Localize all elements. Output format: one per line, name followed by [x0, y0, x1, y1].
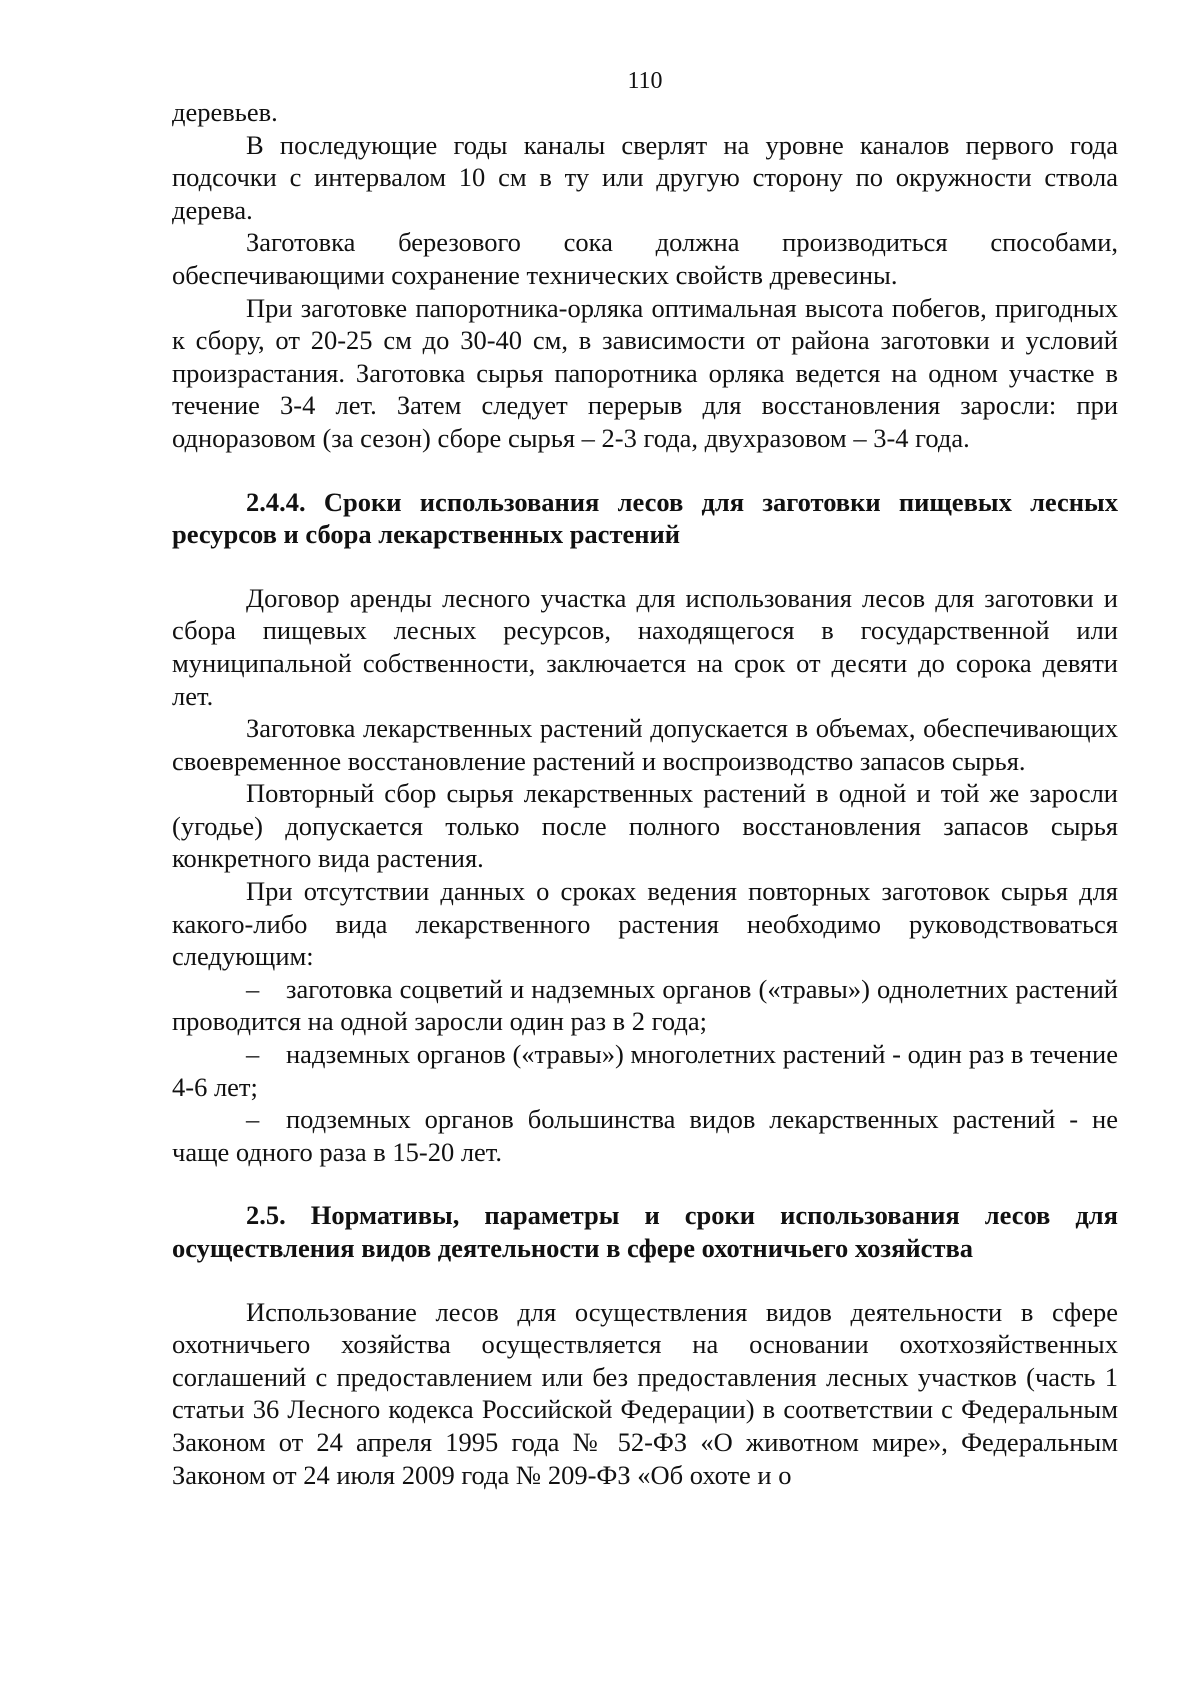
- list-item: [172, 1038, 1118, 1103]
- spacer: [172, 551, 1118, 582]
- list-item: [172, 1103, 1118, 1168]
- spacer: [172, 1265, 1118, 1296]
- dash-marker: –: [246, 973, 260, 1004]
- paragraph: В последующие годы каналы сверлят на уровне каналов первого года подсочки с интервалом 10 см в ту или другую сторону по окружности ствола дерева.: [172, 129, 1118, 225]
- list-item-text: надземных органов («травы») многолетних растений - один раз в течение 4-6 лет;: [172, 1039, 1118, 1102]
- spacer: [172, 455, 1118, 486]
- list-item-text: подземных органов большинства видов лекарственных растений - не чаще одного раза в 15-20 лет.: [172, 1104, 1118, 1167]
- spacer: [172, 1168, 1118, 1199]
- paragraph: Заготовка березового сока должна производиться способами, обеспечивающими сохранение технических свойств древесины.: [172, 227, 1118, 290]
- paragraph: Использование лесов для осуществления видов деятельности в сфере охотничьего хозяйства осуществляется на основании охотхозяйственных соглашений с предоставлением или без предоставления лесных участков (часть 1 статьи 36 Лесного кодекса Российской Федерации) в соответствии с Федеральным Законом от 24 апреля 1995 года № 52-ФЗ «О животном мире», Федеральным Законом от 24 июля 2009 года № 209-ФЗ «Об охоте и о: [172, 1296, 1118, 1490]
- paragraph: Договор аренды лесного участка для использования лесов для заготовки и сбора пищевых лесных ресурсов, находящегося в государственной или муниципальной собственности, заключается на срок от десяти до сорока девяти лет.: [172, 582, 1118, 711]
- dash-marker: –: [246, 1104, 260, 1135]
- paragraph: При отсутствии данных о сроках ведения повторных заготовок сырья для какого-либо вида лекарственного растения необходимо руководствоваться следующим:: [172, 876, 1118, 972]
- page-number: 110: [627, 68, 663, 94]
- continuation-text: деревьев.: [172, 97, 278, 127]
- paragraph: Заготовка лекарственных растений допускается в объемах, обеспечивающих своевременное восстановление растений и воспроизводство запасов сырья.: [172, 713, 1118, 776]
- section-heading-2-4-4: 2.4.4. Сроки использования лесов для заготовки пищевых лесных ресурсов и сбора лекарственных растений: [172, 486, 1118, 550]
- list-item-text: заготовка соцветий и надземных органов («травы») однолетних растений проводится на одной заросли один раз в 2 года;: [172, 973, 1118, 1037]
- list-item: [172, 973, 1118, 1038]
- paragraph: Повторный сбор сырья лекарственных растений в одной и той же заросли (угодье) допускается только после полного восстановления запасов сырья конкретного вида растения.: [172, 778, 1118, 874]
- section-heading-2-5: 2.5. Нормативы, параметры и сроки использования лесов для осуществления видов деятельности в сфере охотничьего хозяйства: [172, 1200, 1118, 1263]
- dash-marker: –: [246, 1039, 260, 1070]
- paragraph: При заготовке папоротника-орляка оптимальная высота побегов, пригодных к сбору, от 20-25 см до 30-40 см, в зависимости от района заготовки и условий произрастания. Заготовка сырья папоротника орляка ведется на одном участке в течение 3-4 лет. Затем следует перерыв для восстановления заросли: при одноразовом (за сезон) сборе сырья – 2-3 года, двухразовом – 3-4 года.: [172, 292, 1118, 453]
- document-page: [172, 66, 1118, 1491]
